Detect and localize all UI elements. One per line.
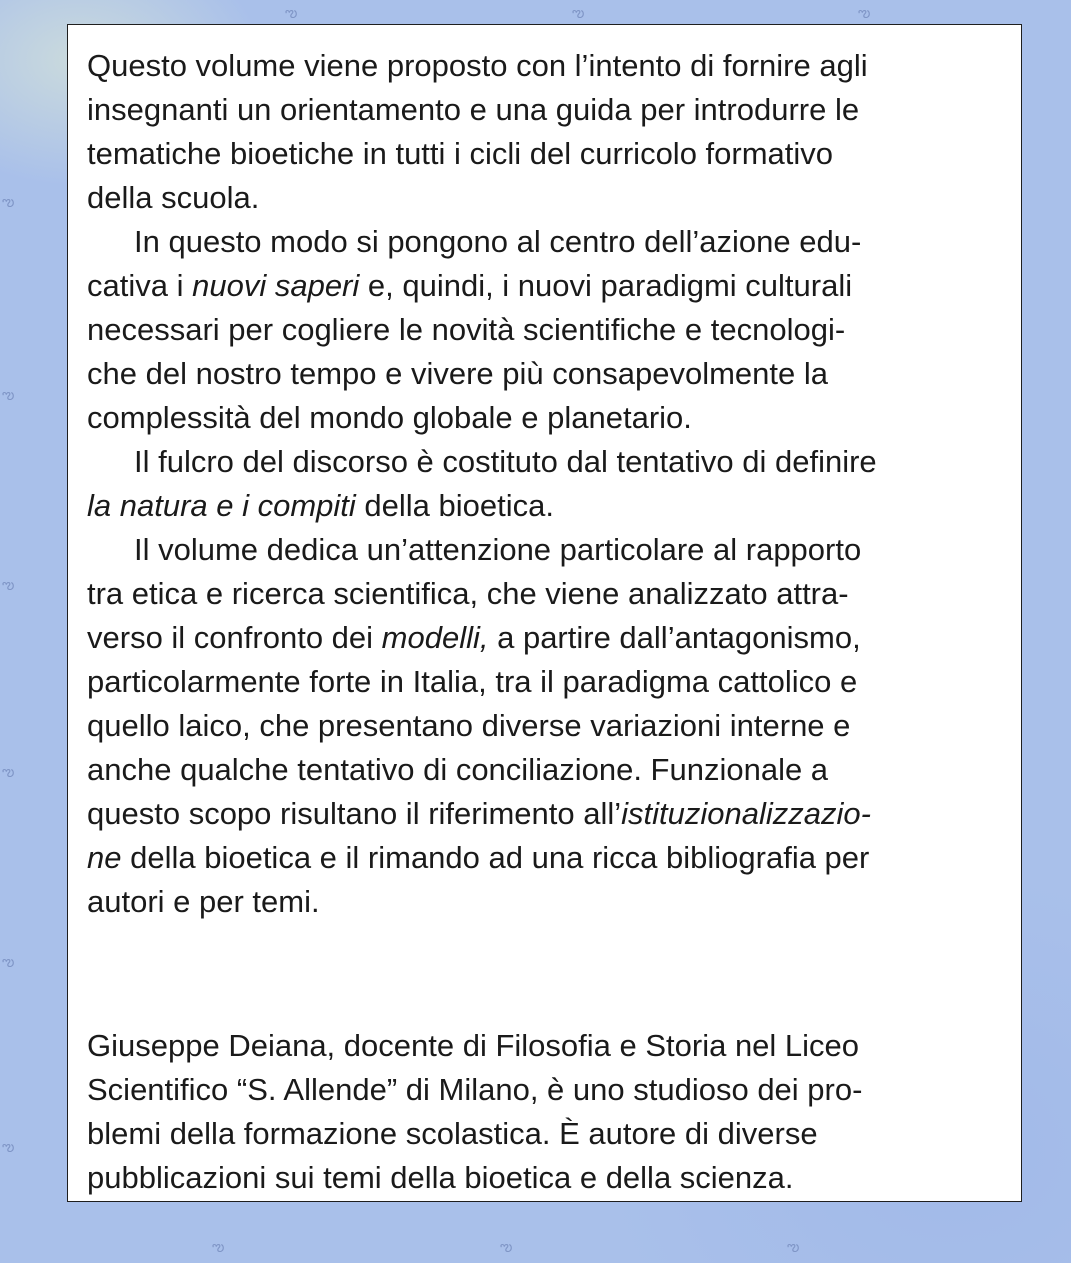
italic-phrase: istituzionalizzazio- bbox=[621, 796, 871, 831]
text-segment: verso il confronto dei bbox=[87, 620, 382, 655]
ornament-icon: ఌ bbox=[2, 577, 15, 593]
text-segment: e, quindi, i nuovi paradigmi culturali bbox=[359, 268, 853, 303]
italic-phrase: la natura e i compiti bbox=[87, 488, 356, 523]
description-paragraph-1 bbox=[87, 44, 1005, 220]
text-line: Giuseppe Deiana, docente di Filosofia e Storia nel Liceo bbox=[87, 1028, 860, 1063]
ornament-icon: ఌ bbox=[285, 5, 298, 21]
ornament-icon: ఌ bbox=[500, 1239, 513, 1255]
text-line: autori e per temi. bbox=[87, 884, 320, 919]
description-paragraph-3 bbox=[87, 440, 1005, 528]
ornament-icon: ఌ bbox=[212, 1239, 225, 1255]
text-line: che del nostro tempo e vivere più consapevolmente la bbox=[87, 356, 828, 391]
text-line: insegnanti un orientamento e una guida per introdurre le bbox=[87, 92, 860, 127]
text-line bbox=[87, 836, 1005, 880]
text-line bbox=[87, 792, 1005, 836]
ornament-icon: ఌ bbox=[2, 387, 15, 403]
ornament-icon: ఌ bbox=[2, 764, 15, 780]
text-line: complessità del mondo globale e planetario. bbox=[87, 400, 692, 435]
text-line: Il volume dedica un’attenzione particolare al rapporto bbox=[134, 532, 862, 567]
text-segment: cativa i bbox=[87, 268, 193, 303]
text-line: particolarmente forte in Italia, tra il paradigma cattolico e bbox=[87, 664, 858, 699]
text-line bbox=[87, 616, 1005, 660]
ornament-icon: ఌ bbox=[787, 1239, 800, 1255]
italic-phrase: ne bbox=[87, 840, 122, 875]
text-segment: della bioetica e il rimando ad una ricca bibliografia per bbox=[121, 840, 870, 875]
text-segment: questo scopo risultano il riferimento all’ bbox=[87, 796, 622, 831]
text-line: pubblicazioni sui temi della bioetica e della scienza. bbox=[87, 1160, 794, 1195]
text-line: Il fulcro del discorso è costituto dal tentativo di definire bbox=[134, 444, 877, 479]
text-line: Questo volume viene proposto con l’intento di fornire agli bbox=[87, 48, 868, 83]
section-spacer bbox=[87, 924, 1005, 1024]
italic-phrase: nuovi saperi bbox=[192, 268, 360, 303]
ornament-icon: ఌ bbox=[572, 5, 585, 21]
text-line: In questo modo si pongono al centro dell’azione edu- bbox=[134, 224, 862, 259]
ornament-icon: ఌ bbox=[2, 1139, 15, 1155]
ornament-icon: ఌ bbox=[2, 954, 15, 970]
ornament-icon: ఌ bbox=[858, 5, 871, 21]
italic-phrase: modelli, bbox=[381, 620, 489, 655]
text-line bbox=[87, 264, 1005, 308]
text-line: Scientifico “S. Allende” di Milano, è uno studioso dei pro- bbox=[87, 1072, 863, 1107]
text-line bbox=[87, 484, 1005, 528]
text-segment: della bioetica. bbox=[355, 488, 554, 523]
description-paragraph-4 bbox=[87, 528, 1005, 924]
text-line: tematiche bioetiche in tutti i cicli del curricolo formativo bbox=[87, 136, 834, 171]
text-line: della scuola. bbox=[87, 180, 260, 215]
description-paragraph-2 bbox=[87, 220, 1005, 440]
text-line: necessari per cogliere le novità scientifiche e tecnologi- bbox=[87, 312, 846, 347]
text-line: quello laico, che presentano diverse variazioni interne e bbox=[87, 708, 851, 743]
back-cover-text-box bbox=[67, 24, 1022, 1202]
ornament-icon: ఌ bbox=[2, 194, 15, 210]
text-line: tra etica e ricerca scientifica, che viene analizzato attra- bbox=[87, 576, 849, 611]
text-line: anche qualche tentativo di conciliazione. Funzionale a bbox=[87, 752, 829, 787]
text-line: blemi della formazione scolastica. È autore di diverse bbox=[87, 1116, 818, 1151]
author-bio bbox=[87, 1024, 1005, 1200]
text-segment: a partire dall’antagonismo, bbox=[488, 620, 861, 655]
